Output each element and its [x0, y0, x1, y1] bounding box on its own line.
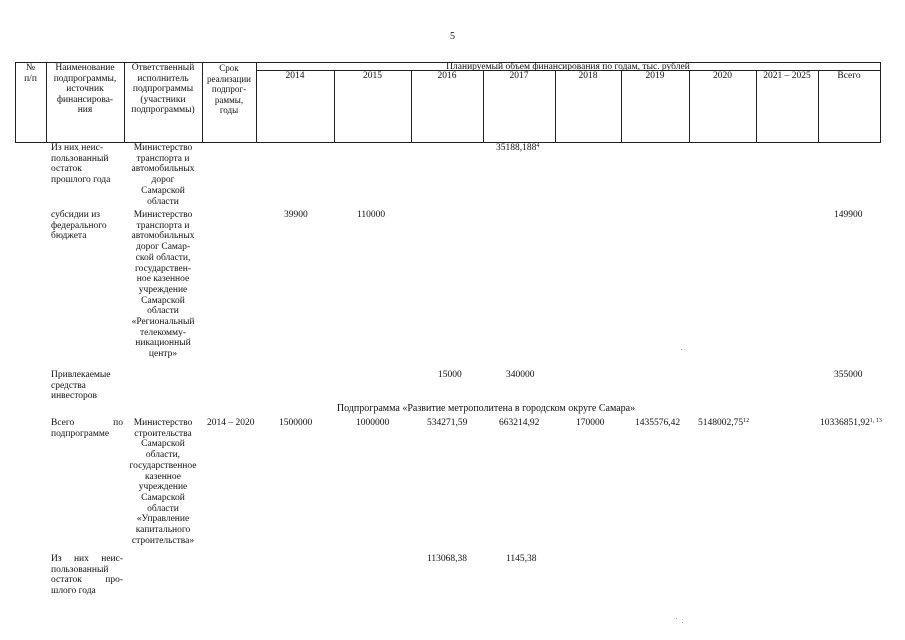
row-value-total: 10336851,92$^{1, 13}$: [820, 418, 882, 428]
footnote-mark: 4: [536, 143, 540, 149]
row-value-2017: 663214,92: [499, 418, 540, 428]
row-name-part: неис-: [101, 554, 123, 564]
row-value-total: 355000: [834, 370, 863, 380]
row-name-part: шлого года: [51, 586, 96, 597]
scan-speck: [682, 622, 683, 623]
row-value-2016: 113068,38: [427, 554, 468, 564]
header-year-2019: 2019: [645, 71, 665, 81]
row-value-2017: 340000: [506, 370, 535, 380]
row-name-part: по: [113, 418, 123, 428]
row-name-part: них: [73, 554, 89, 564]
row-name: Привлекаемые средства инвесторов: [51, 370, 111, 402]
subprogram-title: Подпрограмма «Развитие метрополитена в городском округе Самара»: [336, 403, 636, 414]
row-executor: Министерство транспорта и автомобильных дорог Самарской области: [131, 143, 195, 207]
row-value-2015: 1000000: [356, 418, 390, 428]
scan-speck: [676, 618, 677, 619]
row-executor: Министерство строительства Самарской области, государственное казенное учреждение Самарской области «Управление капитального строительства»: [129, 418, 197, 546]
header-funding-title: Планируемый объем финансирования по годам, тыс. рублей: [446, 62, 690, 72]
row-name: Из них неис- пользованный остаток прошлого года: [51, 143, 111, 186]
row-name-part: про-: [105, 575, 123, 586]
scan-speck: [681, 349, 682, 350]
row-value-2014: 1500000: [279, 418, 313, 428]
header-year-2018: 2018: [578, 71, 598, 81]
row-value-2020: 5148002,75$^{12}$: [698, 418, 750, 428]
header-col-term: Срок реализации подпрог- раммы, годы: [207, 63, 251, 115]
row-name-part: остаток: [51, 575, 82, 586]
row-value-2016: 15000: [438, 370, 462, 380]
row-name: [51, 554, 123, 597]
header-year-2014: 2014: [285, 71, 305, 81]
row-name-part: Всего: [51, 418, 75, 428]
header-year-2015: 2015: [363, 71, 382, 81]
header-col-number: № п/п: [24, 63, 37, 84]
row-value-2017: 35188,188$^4$: [496, 143, 540, 153]
footnote-mark: 1, 13: [869, 418, 882, 424]
row-value-2016: 534271,59: [427, 418, 468, 428]
header-year-2020: 2020: [713, 71, 732, 81]
row-value-2019: 1435576,42: [635, 418, 681, 428]
page-number: 5: [450, 31, 455, 42]
row-name-part: подпрограмме: [51, 428, 110, 439]
header-year-2017: 2017: [509, 71, 529, 81]
row-name: [51, 418, 123, 439]
row-term: 2014 – 2020: [207, 418, 255, 428]
row-value-2015: 110000: [357, 210, 386, 220]
row-value-2014: 39900: [284, 210, 308, 220]
row-name-part: Из: [51, 554, 62, 564]
header-total: Всего: [837, 71, 861, 81]
header-col-name: Наименование подпрограммы, источник финансирова- ния: [53, 63, 117, 115]
header-year-2016: 2016: [437, 71, 457, 81]
footnote-mark: 12: [743, 418, 750, 424]
row-executor: Министерство транспорта и автомобильных дорог Самар- ской области, государствен- ное казенное учреждение Самарской области «Региональный телекомму- никационный центр»: [131, 210, 195, 360]
row-name-part: пользованный: [51, 564, 109, 575]
row-value-2017: 1145,38: [506, 554, 537, 564]
header-year-2021-2025: 2021 – 2025: [763, 71, 811, 81]
row-value-total: 149900: [834, 210, 863, 220]
header-col-executor: Ответственный исполнитель подпрограммы (участники подпрограммы): [131, 63, 195, 115]
row-value-2018: 170000: [576, 418, 605, 428]
row-name: субсидии из федерального бюджета: [51, 210, 107, 242]
